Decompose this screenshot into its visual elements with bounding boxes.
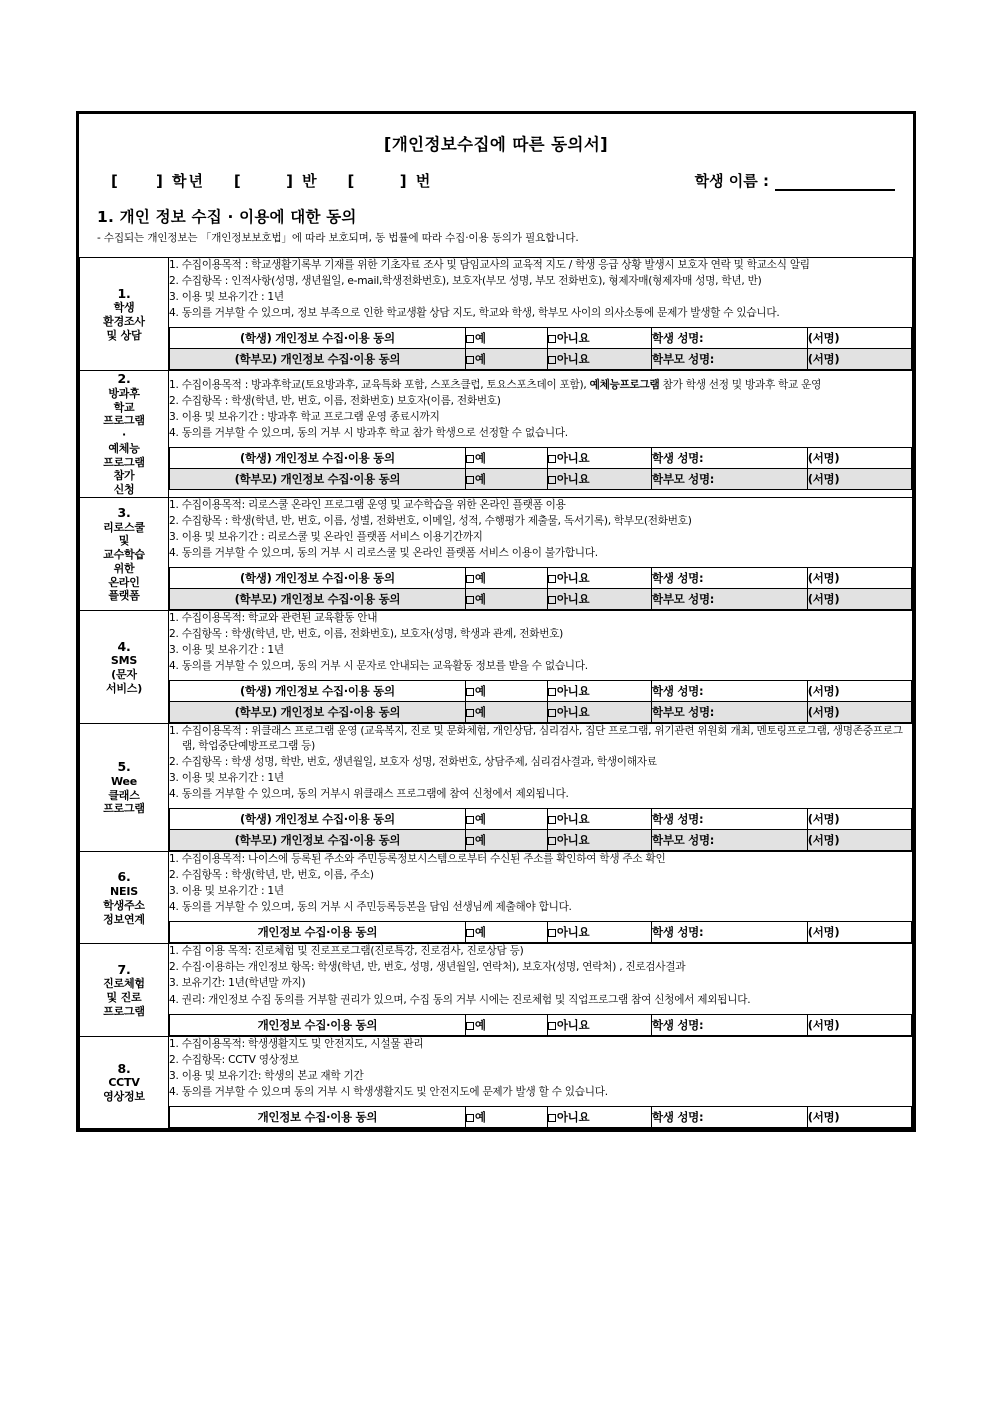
consent-checkbox-table <box>169 808 912 851</box>
consent-yes-option[interactable] <box>465 809 547 830</box>
consent-no-option[interactable] <box>547 349 651 370</box>
section-item-list <box>169 258 912 321</box>
consent-name-field[interactable]: 학생 성명: <box>652 922 808 943</box>
section-item: 2. 수집항목 : 학생 성명, 학반, 번호, 생년월일, 보호자 성명, 전화번호, 상담주제, 심리검사결과, 학생이해자료 <box>169 756 657 769</box>
checkbox[interactable] <box>548 816 556 824</box>
section-row <box>80 497 913 610</box>
section-body <box>169 944 913 1036</box>
consent-yes-option[interactable] <box>465 1106 547 1127</box>
section-item: 2. 수집·이용하는 개인정보 항목: 학생(학년, 반, 번호, 성명, 생년월일, 연락처), 보호자(성명, 연락처) , 진로검사결과 <box>169 961 686 974</box>
section-item: 1. 수집이용목적 : 방과후학교(토요방과후, 교육특화 포함, 스포츠클럽, 토요스포츠데이 포함), 예체능프로그램 참가 학생 선정 및 방과후 학교 운영 <box>169 379 822 392</box>
consent-no-option[interactable] <box>547 469 651 490</box>
consent-signature-field[interactable]: (서명) <box>807 349 911 370</box>
consent-row <box>170 681 912 702</box>
section-body <box>169 1036 913 1128</box>
consent-checkbox-table <box>169 1106 912 1128</box>
section-item: 1. 수집이용목적 : 학교생활기록부 기재를 위한 기초자료 조사 및 담임교사의 교육적 지도 / 학생 응급 상황 발생시 보호자 연락 및 학교소식 알림 <box>169 259 810 272</box>
student-name-label: 학생 이름 : <box>694 172 769 191</box>
section-item: 3. 이용 및 보유기간 : 리로스쿨 및 온라인 플랫폼 서비스 이용기간까지 <box>169 530 483 543</box>
consent-no-label: 아니요 <box>556 705 590 720</box>
consent-no-label: 아니요 <box>556 812 590 827</box>
section-category-label: 정보연계 <box>103 912 145 926</box>
consent-signature-field[interactable]: (서명) <box>807 830 911 851</box>
section-category-label: 프로그램 <box>103 455 145 469</box>
section-body <box>169 852 913 944</box>
section-category-2 <box>80 371 169 498</box>
section-item: 4. 동의를 거부할 수 있으며, 정보 부족으로 인한 학교생활 상담 지도, 학교와 학생, 학부모 사이의 의사소통에 문제가 발생할 수 있습니다. <box>169 307 780 320</box>
section-category-label: 학생주소 <box>103 898 145 912</box>
consent-checkbox-table <box>169 447 912 490</box>
consent-name-field[interactable]: 학생 성명: <box>652 809 808 830</box>
section-category-label: · <box>122 428 126 442</box>
consent-signature-field[interactable]: (서명) <box>807 469 911 490</box>
section-item: 2. 수집항목: CCTV 영상정보 <box>169 1053 299 1066</box>
section-item: 4. 권리: 개인정보 수집 동의를 거부할 권리가 있으며, 수집 동의 거부 시에는 진로체험 및 직업프로그램 참여 신청에서 제외됩니다. <box>169 993 751 1006</box>
consent-checkbox-table <box>169 680 912 723</box>
section-category-label: CCTV <box>108 1076 140 1090</box>
consent-row-label: (학부모) 개인정보 수집·이용 동의 <box>170 702 466 723</box>
consent-checkbox-table <box>169 567 912 610</box>
section-number: 1. <box>117 285 131 301</box>
consent-no-label: 아니요 <box>556 1109 590 1124</box>
consent-row <box>170 568 912 589</box>
section-item: 1. 수집이용목적: 나이스에 등록된 주소와 주민등록정보시스템으로부터 수신된 주소를 확인하여 학생 주소 확인 <box>169 853 666 866</box>
checkbox[interactable] <box>466 476 474 484</box>
checkbox[interactable] <box>466 1114 474 1122</box>
consent-row-label: (학부모) 개인정보 수집·이용 동의 <box>170 349 466 370</box>
section-category-label: NEIS <box>110 885 138 899</box>
consent-signature-field[interactable]: (서명) <box>807 809 911 830</box>
consent-checkbox-table <box>169 1014 912 1036</box>
section-category-label: 프로그램 <box>103 1004 145 1018</box>
consent-row <box>170 1014 912 1035</box>
checkbox[interactable] <box>548 575 556 583</box>
consent-name-field[interactable]: 학부모 성명: <box>652 469 808 490</box>
consent-name-field[interactable]: 학생 성명: <box>652 448 808 469</box>
consent-yes-label: 예 <box>474 571 486 586</box>
consent-row <box>170 809 912 830</box>
consent-no-option[interactable] <box>547 589 651 610</box>
checkbox[interactable] <box>466 596 474 604</box>
section-item: 3. 이용 및 보유기간: 학생의 본교 재학 기간 <box>169 1069 364 1082</box>
consent-no-option[interactable] <box>547 830 651 851</box>
section-item: 4. 동의를 거부할 수 있으며, 동의 거부시 위클래스 프로그램에 참여 신청에서 제외됩니다. <box>169 788 569 801</box>
consent-yes-label: 예 <box>474 592 486 607</box>
checkbox[interactable] <box>548 596 556 604</box>
section-category-label: 서비스) <box>105 681 143 695</box>
consent-row <box>170 1106 912 1127</box>
consent-signature-field[interactable]: (서명) <box>807 568 911 589</box>
consent-no-label: 아니요 <box>556 571 590 586</box>
consent-yes-label: 예 <box>474 1109 486 1124</box>
consent-yes-label: 예 <box>474 472 486 487</box>
section-item: 1. 수집 이용 목적: 진로체험 및 진로프로그램(진로특강, 진로검사, 진로상담 등) <box>169 945 524 958</box>
consent-yes-label: 예 <box>474 705 486 720</box>
consent-no-option[interactable] <box>547 809 651 830</box>
consent-row <box>170 448 912 469</box>
consent-yes-option[interactable] <box>465 349 547 370</box>
section-number: 3. <box>117 504 131 520</box>
section-category-label: 학교 <box>113 400 135 414</box>
section-item: 3. 보유기간: 1년(학년말 까지) <box>169 977 306 990</box>
consent-sections-table <box>79 257 913 1129</box>
section-body <box>169 724 913 852</box>
section-category-label: 및 <box>118 534 130 548</box>
consent-row-label: (학생) 개인정보 수집·이용 동의 <box>170 328 466 349</box>
checkbox[interactable] <box>466 356 474 364</box>
consent-no-option[interactable] <box>547 1014 651 1035</box>
consent-name-field[interactable]: 학생 성명: <box>652 1014 808 1035</box>
document-header <box>79 114 913 257</box>
consent-signature-field[interactable]: (서명) <box>807 702 911 723</box>
consent-row-label: (학생) 개인정보 수집·이용 동의 <box>170 448 466 469</box>
section-category-label: 영상정보 <box>103 1089 145 1103</box>
section-item-list <box>169 724 912 802</box>
section-category-label: 진로체험 <box>103 977 145 991</box>
section-item: 2. 수집항목 : 학생(학년, 반, 번호, 이름, 전화번호) 보호자(이름, 전화번호) <box>169 395 501 408</box>
consent-row <box>170 349 912 370</box>
section-category-label: 클래스 <box>108 788 140 802</box>
consent-checkbox-table <box>169 921 912 943</box>
section-category-label: (문자 <box>111 668 137 682</box>
section-row <box>80 724 913 852</box>
consent-yes-option[interactable] <box>465 448 547 469</box>
section-item: 4. 동의를 거부할 수 있으며 동의 거부 시 학생생활지도 및 안전지도에 문제가 발생 할 수 있습니다. <box>169 1085 608 1098</box>
consent-no-label: 아니요 <box>556 592 590 607</box>
consent-signature-field[interactable]: (서명) <box>807 589 911 610</box>
consent-no-option[interactable] <box>547 1106 651 1127</box>
consent-yes-option[interactable] <box>465 328 547 349</box>
consent-name-field[interactable]: 학부모 성명: <box>652 589 808 610</box>
student-name-input[interactable] <box>775 174 895 191</box>
consent-yes-option[interactable] <box>465 469 547 490</box>
consent-row-label: 개인정보 수집·이용 동의 <box>170 922 466 943</box>
section-item-list <box>169 852 912 915</box>
consent-yes-option[interactable] <box>465 568 547 589</box>
consent-yes-option[interactable] <box>465 681 547 702</box>
consent-yes-option[interactable] <box>465 589 547 610</box>
section-number: 8. <box>117 1060 131 1076</box>
consent-row <box>170 830 912 851</box>
section-item: 1. 수집이용목적: 학생생활지도 및 안전지도, 시설물 관리 <box>169 1037 424 1050</box>
checkbox[interactable] <box>466 816 474 824</box>
consent-row-label: (학부모) 개인정보 수집·이용 동의 <box>170 589 466 610</box>
checkbox[interactable] <box>466 709 474 717</box>
consent-signature-field[interactable]: (서명) <box>807 922 911 943</box>
section-body <box>169 258 913 371</box>
section-row <box>80 852 913 944</box>
section-row <box>80 1036 913 1128</box>
section-category-label: 및 진로 <box>106 990 142 1004</box>
section-category-label: 예체능 <box>108 441 140 455</box>
consent-no-label: 아니요 <box>556 925 590 940</box>
section-category-label: 온라인 <box>108 575 140 589</box>
consent-name-field[interactable]: 학생 성명: <box>652 1106 808 1127</box>
checkbox[interactable] <box>548 709 556 717</box>
section-item-list <box>169 378 912 441</box>
consent-no-label: 아니요 <box>556 833 590 848</box>
section-category-label: 환경조사 <box>103 315 145 329</box>
checkbox[interactable] <box>548 356 556 364</box>
checkbox[interactable] <box>466 335 474 343</box>
consent-yes-label: 예 <box>474 833 486 848</box>
section-category-label: 및 상담 <box>106 328 142 342</box>
checkbox[interactable] <box>466 837 474 845</box>
consent-signature-field[interactable]: (서명) <box>807 1106 911 1127</box>
section-number: 4. <box>117 638 131 654</box>
consent-name-field[interactable]: 학부모 성명: <box>652 702 808 723</box>
consent-signature-field[interactable]: (서명) <box>807 1014 911 1035</box>
section-category-label: Wee <box>110 774 138 788</box>
class-identification-line <box>93 170 899 191</box>
checkbox[interactable] <box>466 688 474 696</box>
section-item: 2. 수집항목 : 학생(학년, 반, 번호, 이름, 성별, 전화번호, 이메일, 성적, 수행평가 제출물, 독서기록), 학부모(전화번호) <box>169 514 692 527</box>
consent-no-label: 아니요 <box>556 472 590 487</box>
section-subnote: - 수집되는 개인정보는 「개인정보보호법」에 따라 보호되며, 동 법률에 따라 수집·이용 동의가 필요합니다. <box>97 232 579 245</box>
section-category-label: 위한 <box>113 561 135 575</box>
consent-no-label: 아니요 <box>556 352 590 367</box>
checkbox[interactable] <box>466 1022 474 1030</box>
consent-row-label: (학부모) 개인정보 수집·이용 동의 <box>170 469 466 490</box>
consent-yes-option[interactable] <box>465 922 547 943</box>
section-item: 4. 동의를 거부할 수 있으며, 동의 거부 시 문자로 안내되는 교육활동 정보를 받을 수 없습니다. <box>169 660 588 673</box>
consent-name-field[interactable]: 학생 성명: <box>652 568 808 589</box>
section-body <box>169 497 913 610</box>
consent-row <box>170 589 912 610</box>
section-item: 1. 수집이용목적: 학교와 관련된 교육활동 안내 <box>169 612 378 625</box>
section-item: 2. 수집항목 : 학생(학년, 반, 번호, 이름, 전화번호), 보호자(성명, 학생과 관계, 전화번호) <box>169 628 564 641</box>
section-category-4 <box>80 611 169 724</box>
section-item: 4. 동의를 거부할 수 있으며, 동의 거부 시 주민등록등본을 담임 선생님께 제출해야 합니다. <box>169 901 572 914</box>
checkbox[interactable] <box>548 335 556 343</box>
consent-yes-label: 예 <box>474 925 486 940</box>
section-body <box>169 611 913 724</box>
consent-row-label: 개인정보 수집·이용 동의 <box>170 1106 466 1127</box>
section-category-label: 신청 <box>113 483 135 497</box>
consent-signature-field[interactable]: (서명) <box>807 328 911 349</box>
consent-no-option[interactable] <box>547 922 651 943</box>
consent-no-option[interactable] <box>547 448 651 469</box>
consent-no-label: 아니요 <box>556 331 590 346</box>
checkbox[interactable] <box>548 837 556 845</box>
section-category-3 <box>80 497 169 610</box>
consent-yes-label: 예 <box>474 1017 486 1032</box>
section-category-7 <box>80 944 169 1036</box>
section-item: 3. 이용 및 보유기간 : 방과후 학교 프로그램 운영 종료시까지 <box>169 411 440 424</box>
consent-no-option[interactable] <box>547 568 651 589</box>
consent-yes-label: 예 <box>474 451 486 466</box>
section-category-label: 플랫폼 <box>108 589 140 603</box>
section-row <box>80 371 913 498</box>
section-category-label: 리로스쿨 <box>103 520 145 534</box>
consent-name-field[interactable]: 학부모 성명: <box>652 349 808 370</box>
section-category-1 <box>80 258 169 371</box>
section-category-label: 학생 <box>113 301 135 315</box>
section-body <box>169 371 913 498</box>
consent-no-label: 아니요 <box>556 451 590 466</box>
consent-no-option[interactable] <box>547 702 651 723</box>
checkbox[interactable] <box>548 929 556 937</box>
section-item-list <box>169 944 912 1007</box>
consent-yes-option[interactable] <box>465 1014 547 1035</box>
section-category-label: 프로그램 <box>103 414 145 428</box>
section-item-list <box>169 498 912 561</box>
consent-yes-option[interactable] <box>465 702 547 723</box>
section-item: 3. 이용 및 보유기간 : 1년 <box>169 885 284 898</box>
section-row <box>80 258 913 371</box>
section-category-8 <box>80 1036 169 1128</box>
section-item: 4. 동의를 거부할 수 있으며, 동의 거부 시 방과후 학교 참가 학생으로 선정할 수 없습니다. <box>169 427 568 440</box>
consent-signature-field[interactable]: (서명) <box>807 681 911 702</box>
section-item: 3. 이용 및 보유기간 : 1년 <box>169 772 284 785</box>
consent-name-field[interactable]: 학생 성명: <box>652 328 808 349</box>
consent-row <box>170 702 912 723</box>
section-category-label: 교수학습 <box>103 548 145 562</box>
consent-yes-label: 예 <box>474 331 486 346</box>
section-item: 1. 수집이용목적: 리로스쿨 온라인 프로그램 운영 및 교수학습을 위한 온라인 플랫폼 이용 <box>169 498 566 511</box>
checkbox[interactable] <box>548 476 556 484</box>
checkbox[interactable] <box>548 455 556 463</box>
consent-row <box>170 469 912 490</box>
checkbox[interactable] <box>548 1114 556 1122</box>
checkbox[interactable] <box>466 455 474 463</box>
grade-class-number-blanks[interactable]: [ ] 학년 [ ] 반 [ ] 번 <box>111 172 433 191</box>
consent-yes-label: 예 <box>474 684 486 699</box>
section-item-list <box>169 611 912 674</box>
section-category-5 <box>80 724 169 852</box>
consent-row-label: (학생) 개인정보 수집·이용 동의 <box>170 809 466 830</box>
section-number: 6. <box>117 869 131 885</box>
consent-name-field[interactable]: 학부모 성명: <box>652 830 808 851</box>
checkbox[interactable] <box>466 575 474 583</box>
section-number: 5. <box>117 759 131 775</box>
section-item: 2. 수집항목 : 학생(학년, 반, 번호, 이름, 주소) <box>169 869 374 882</box>
section-item: 3. 이용 및 보유기간 : 1년 <box>169 291 284 304</box>
consent-yes-label: 예 <box>474 812 486 827</box>
consent-row <box>170 328 912 349</box>
consent-yes-option[interactable] <box>465 830 547 851</box>
consent-form-page <box>76 111 916 1132</box>
section-category-label: 프로그램 <box>103 802 145 816</box>
page-title: [개인정보수집에 따른 동의서] <box>383 135 609 154</box>
checkbox[interactable] <box>466 929 474 937</box>
consent-name-field[interactable]: 학생 성명: <box>652 681 808 702</box>
section-row <box>80 944 913 1036</box>
checkbox[interactable] <box>548 688 556 696</box>
consent-row <box>170 922 912 943</box>
consent-row-label: 개인정보 수집·이용 동의 <box>170 1014 466 1035</box>
section-row <box>80 611 913 724</box>
section-category-label: 방과후 <box>108 386 140 400</box>
section-number: 7. <box>117 961 131 977</box>
consent-no-label: 아니요 <box>556 684 590 699</box>
section-item-list <box>169 1037 912 1100</box>
student-name-field-group <box>695 170 895 191</box>
consent-no-label: 아니요 <box>556 1017 590 1032</box>
section-item: 2. 수집항목 : 인적사항(성명, 생년월일, e-mail,학생전화번호), 보호자(부모 성명, 부모 전화번호), 형제자매(형제자매 성명, 학년, 반) <box>169 275 762 288</box>
section-heading: 1. 개인 정보 수집 · 이용에 대한 동의 <box>97 208 357 227</box>
section-item: 1. 수집이용목적 : 위클래스 프로그램 운영 (교육복지, 진로 및 문화체험, 개인상담, 심리검사, 집단 프로그램, 위기관련 위원회 개최, 멘토링프로그램, 생명존중프로그램, 학업중단예방프로그램 등) <box>169 725 903 753</box>
consent-row-label: (학부모) 개인정보 수집·이용 동의 <box>170 830 466 851</box>
section-category-6 <box>80 852 169 944</box>
section-item: 4. 동의를 거부할 수 있으며, 동의 거부 시 리로스쿨 및 온라인 플랫폼 서비스 이용이 불가합니다. <box>169 546 598 559</box>
consent-yes-label: 예 <box>474 352 486 367</box>
section-category-label: 참가 <box>113 469 135 483</box>
consent-signature-field[interactable]: (서명) <box>807 448 911 469</box>
consent-no-option[interactable] <box>547 328 651 349</box>
section-category-label: SMS <box>110 654 138 668</box>
consent-no-option[interactable] <box>547 681 651 702</box>
section-number: 2. <box>117 371 131 387</box>
consent-checkbox-table <box>169 327 912 370</box>
section-item: 3. 이용 및 보유기간 : 1년 <box>169 644 284 657</box>
checkbox[interactable] <box>548 1022 556 1030</box>
consent-row-label: (학생) 개인정보 수집·이용 동의 <box>170 681 466 702</box>
consent-row-label: (학생) 개인정보 수집·이용 동의 <box>170 568 466 589</box>
